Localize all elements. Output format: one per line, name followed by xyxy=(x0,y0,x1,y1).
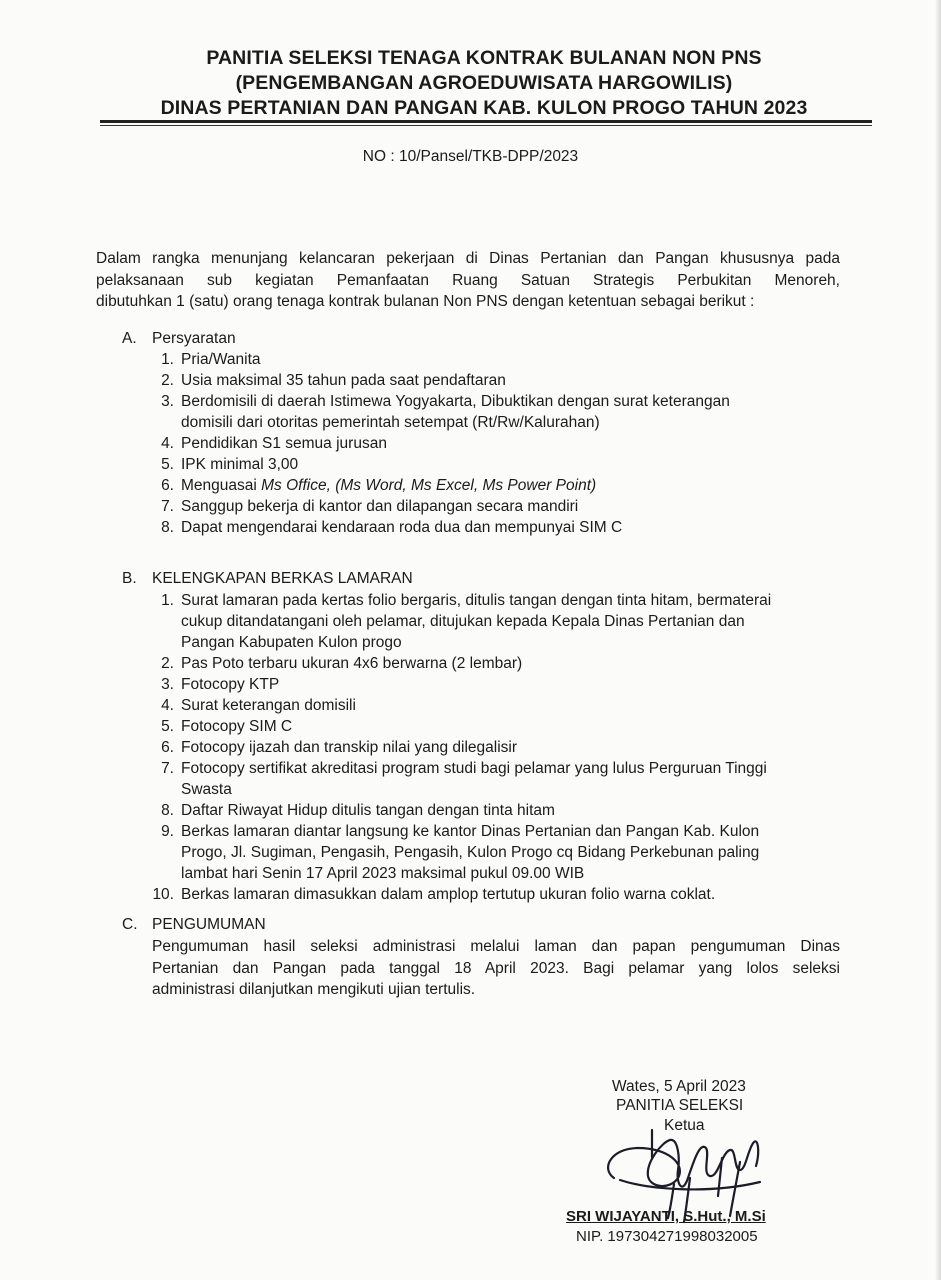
item-number: 6. xyxy=(161,739,174,756)
item-number: 1. xyxy=(161,351,174,368)
list-item xyxy=(148,517,842,538)
header-divider-thick xyxy=(100,120,872,123)
header-divider-thin xyxy=(100,125,872,126)
signer-nip: NIP. 197304271998032005 xyxy=(576,1228,758,1245)
item-number: 10. xyxy=(152,886,174,903)
item-text: Surat keterangan domisili xyxy=(181,697,356,714)
intro-line: Dalam rangka menunjang kelancaran pekerjaan di Dinas Pertanian dan Pangan khususnya pada xyxy=(96,250,840,267)
letter-header xyxy=(96,46,872,121)
paragraph-line: Pengumuman hasil seleksi administrasi melalui laman dan papan pengumuman Dinas xyxy=(152,938,840,955)
item-text: Menguasai xyxy=(181,477,262,494)
list-item xyxy=(148,454,842,475)
section-letter: A. xyxy=(122,330,137,347)
section-c-paragraph xyxy=(152,936,840,1001)
item-text: domisili dari otoritas pemerintah setempat (Rt/Rw/Kalurahan) xyxy=(181,414,600,431)
intro-line: pelaksanaan sub kegiatan Pemanfaatan Ruang Satuan Strategis Perbukitan Menoreh, xyxy=(96,271,840,289)
section-title: PENGUMUMAN xyxy=(152,916,266,933)
item-text: Dapat mengendarai kendaraan roda dua dan mempunyai SIM C xyxy=(181,519,623,536)
item-number: 8. xyxy=(161,519,174,536)
item-number: 2. xyxy=(161,372,174,389)
section-title: KELENGKAPAN BERKAS LAMARAN xyxy=(152,570,413,587)
item-number: 2. xyxy=(161,655,174,672)
item-number: 7. xyxy=(161,760,174,777)
item-number: 4. xyxy=(161,435,174,452)
item-text: Fotocopy SIM C xyxy=(181,718,293,735)
list-item xyxy=(148,716,842,737)
section-letter: C. xyxy=(122,916,138,933)
committee-name: PANITIA SELEKSI xyxy=(616,1097,744,1114)
header-line-3: DINAS PERTANIAN DAN PANGAN KAB. KULON PROGO TAHUN 2023 xyxy=(160,97,808,119)
item-text: cukup ditandatangani oleh pelamar, ditujukan kepada Kepala Dinas Pertanian dan xyxy=(181,613,745,630)
item-number: 3. xyxy=(161,676,174,693)
signer-role: Ketua xyxy=(664,1117,705,1134)
item-text: Berkas lamaran diantar langsung ke kantor Dinas Pertanian dan Pangan Kab. Kulon xyxy=(181,823,760,840)
item-number: 3. xyxy=(161,393,174,410)
item-text: Pendidikan S1 semua jurusan xyxy=(181,435,387,452)
paragraph-line: administrasi dilanjutkan mengikuti ujian tertulis. xyxy=(152,981,476,998)
intro-line: dibutuhkan 1 (satu) orang tenaga kontrak bulanan Non PNS dengan ketentuan sebagai berikut : xyxy=(96,293,755,310)
section-b-list xyxy=(148,590,842,905)
item-text: Swasta xyxy=(181,781,232,798)
item-number: 4. xyxy=(161,697,174,714)
item-number: 5. xyxy=(161,456,174,473)
document-number: NO : 10/Pansel/TKB-DPP/2023 xyxy=(362,148,579,165)
item-number: 1. xyxy=(161,592,174,609)
list-item xyxy=(148,884,842,905)
item-text: Progo, Jl. Sugiman, Pengasih, Pengasih, Kulon Progo cq Bidang Perkebunan paling xyxy=(181,844,760,861)
item-text: Pria/Wanita xyxy=(181,351,261,368)
item-text: Pas Poto terbaru ukuran 4x6 berwarna (2 lembar) xyxy=(181,655,523,672)
item-number: 7. xyxy=(161,498,174,515)
intro-paragraph xyxy=(96,248,840,313)
list-item xyxy=(148,590,842,653)
list-item xyxy=(148,370,842,391)
list-item xyxy=(148,737,842,758)
list-item xyxy=(148,674,842,695)
item-text: Berkas lamaran dimasukkan dalam amplop tertutup ukuran folio warna coklat. xyxy=(181,886,716,903)
item-number: 9. xyxy=(161,823,174,840)
section-letter: B. xyxy=(122,570,137,587)
list-item xyxy=(148,821,842,884)
item-text: Berdomisili di daerah Istimewa Yogyakarta, Dibuktikan dengan surat keterangan xyxy=(181,393,730,410)
section-title: Persyaratan xyxy=(152,330,236,347)
list-item xyxy=(148,475,842,496)
list-item xyxy=(148,391,842,433)
list-item xyxy=(148,800,842,821)
list-item xyxy=(148,433,842,454)
list-item xyxy=(148,496,842,517)
item-text: Fotocopy ijazah dan transkip nilai yang dilegalisir xyxy=(181,739,518,756)
section-a-list xyxy=(148,349,842,538)
header-line-1: PANITIA SELEKSI TENAGA KONTRAK BULANAN NON PNS xyxy=(206,47,762,69)
item-number: 8. xyxy=(161,802,174,819)
item-text: Fotocopy KTP xyxy=(181,676,280,693)
item-text: Usia maksimal 35 tahun pada saat pendaftaran xyxy=(181,372,506,389)
item-text: IPK minimal 3,00 xyxy=(181,456,299,473)
page-edge-shadow xyxy=(935,0,941,1280)
item-text: Fotocopy sertifikat akreditasi program studi bagi pelamar yang lulus Perguruan Tinggi xyxy=(181,760,767,777)
item-text: lambat hari Senin 17 April 2023 maksimal pukul 09.00 WIB xyxy=(181,865,585,882)
item-text: Pangan Kabupaten Kulon progo xyxy=(181,634,402,651)
list-item xyxy=(148,653,842,674)
item-text: Surat lamaran pada kertas folio bergaris, ditulis tangan dengan tinta hitam, bermaterai xyxy=(181,592,772,609)
list-item xyxy=(148,349,842,370)
header-line-2: (PENGEMBANGAN AGROEDUWISATA HARGOWILIS) xyxy=(235,72,733,94)
item-number: 6. xyxy=(161,477,174,494)
item-text: Sanggup bekerja di kantor dan dilapangan secara mandiri xyxy=(181,498,579,515)
place-date: Wates, 5 April 2023 xyxy=(612,1078,746,1095)
signer-name: SRI WIJAYANTI, S.Hut., M.Si xyxy=(566,1208,766,1225)
item-number: 5. xyxy=(161,718,174,735)
item-text-italic: Ms Office, (Ms Word, Ms Excel, Ms Power Point) xyxy=(261,477,597,494)
list-item xyxy=(148,695,842,716)
list-item xyxy=(148,758,842,800)
item-text: Daftar Riwayat Hidup ditulis tangan dengan tinta hitam xyxy=(181,802,555,819)
paragraph-line: Pertanian dan Pangan pada tanggal 18 April 2023. Bagi pelamar yang lolos seleksi xyxy=(152,959,840,977)
